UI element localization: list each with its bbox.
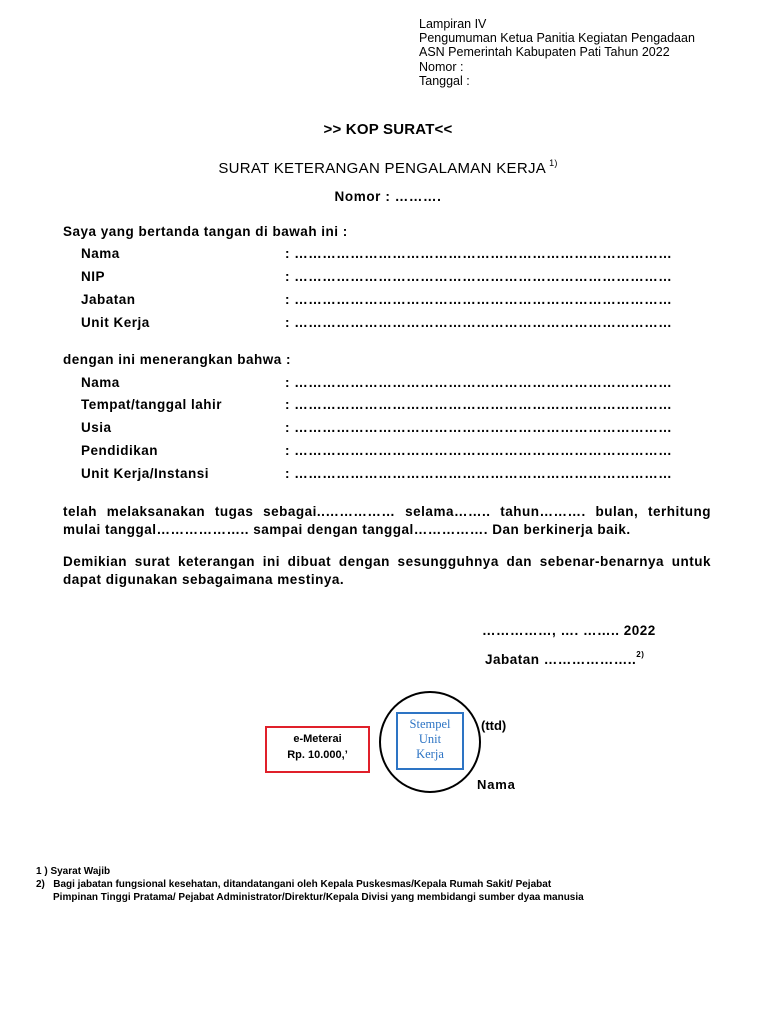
appendix-line: Tanggal : xyxy=(419,73,470,88)
e-meterai-box xyxy=(265,726,370,773)
signer-jabatan-value: : ……………………………………………………………………… xyxy=(285,292,673,307)
subject-unit-value: : ……………………………………………………………………… xyxy=(285,466,673,481)
appendix-line: Nomor : xyxy=(419,59,464,74)
subject-name-label: Nama xyxy=(81,375,120,390)
meterai-label: e-Meterai xyxy=(293,733,342,745)
stamp-line: Kerja xyxy=(416,747,444,761)
paragraph-duty-line1: telah melaksanakan tugas sebagai..…………… selama…….. tahun………. bulan, terhitung xyxy=(63,504,711,519)
paragraph-closing-line1: Demikian surat keterangan ini dibuat dengan sesungguhnya dan sebenar-benarnya untuk xyxy=(63,554,711,569)
signer-unit-value: : ……………………………………………………………………… xyxy=(285,315,673,330)
subject-education-value: : ……………………………………………………………………… xyxy=(285,443,673,458)
footnote-2: 2) Bagi jabatan fungsional kesehatan, ditandatangani oleh Kepala Puskesmas/Kepala Rumah Sakit/ Pejabat xyxy=(36,879,552,890)
appendix-header xyxy=(419,17,695,88)
signer-position-text: Jabatan ……………….. xyxy=(485,652,637,667)
title-footnote-ref: 1) xyxy=(549,158,558,168)
signer-intro: Saya yang bertanda tangan di bawah ini : xyxy=(63,224,348,239)
subject-birth-value: : ……………………………………………………………………… xyxy=(285,397,673,412)
appendix-line: Lampiran IV xyxy=(419,17,487,31)
subject-unit-label: Unit Kerja/Instansi xyxy=(81,466,210,481)
signer-name-label: Nama xyxy=(81,246,120,261)
footnote-2-continuation: Pimpinan Tinggi Pratama/ Pejabat Administrator/Direktur/Kepala Divisi yang membidangi sumber dyaa manusia xyxy=(53,892,584,903)
paragraph-closing-line2: dapat digunakan sebagaimana mestinya. xyxy=(63,572,345,587)
appendix-line: Pengumuman Ketua Panitia Kegiatan Pengadaan xyxy=(419,31,695,46)
signature-placeholder: (ttd) xyxy=(481,718,507,733)
subject-age-value: : ……………………………………………………………………… xyxy=(285,420,673,435)
document-number: Nomor : ………. xyxy=(334,189,442,204)
subject-name-value: : ……………………………………………………………………… xyxy=(285,375,673,390)
paragraph-duty-line2: mulai tanggal……………….. sampai dengan tanggal……………. Dan berkinerja baik. xyxy=(63,522,631,537)
signer-jabatan-label: Jabatan xyxy=(81,292,136,307)
signer-name-value: : ……………………………………………………………………… xyxy=(285,246,673,261)
appendix-line: ASN Pemerintah Kabupaten Pati Tahun 2022 xyxy=(419,45,670,60)
signer-position xyxy=(485,652,644,667)
subject-birth-label: Tempat/tanggal lahir xyxy=(81,397,223,412)
position-footnote-ref: 2) xyxy=(636,650,645,659)
footnote-1: 1 ) Syarat Wajib xyxy=(36,866,111,877)
subject-education-label: Pendidikan xyxy=(81,443,159,458)
signer-nip-value: : ……………………………………………………………………… xyxy=(285,269,673,284)
stamp-box xyxy=(396,712,464,770)
stamp-line: Stempel xyxy=(409,717,451,731)
document-title xyxy=(0,160,768,177)
subject-age-label: Usia xyxy=(81,420,112,435)
subject-intro: dengan ini menerangkan bahwa : xyxy=(63,352,292,367)
place-date: ……………, …. …….. 2022 xyxy=(482,623,656,638)
signer-unit-label: Unit Kerja xyxy=(81,315,150,330)
meterai-amount: Rp. 10.000,’ xyxy=(287,749,348,761)
title-text: SURAT KETERANGAN PENGALAMAN KERJA xyxy=(218,160,547,177)
stamp-line: Unit xyxy=(418,732,442,746)
signer-nip-label: NIP xyxy=(81,269,106,284)
kop-surat: >> KOP SURAT<< xyxy=(323,121,453,138)
signer-name: Nama xyxy=(477,777,516,792)
